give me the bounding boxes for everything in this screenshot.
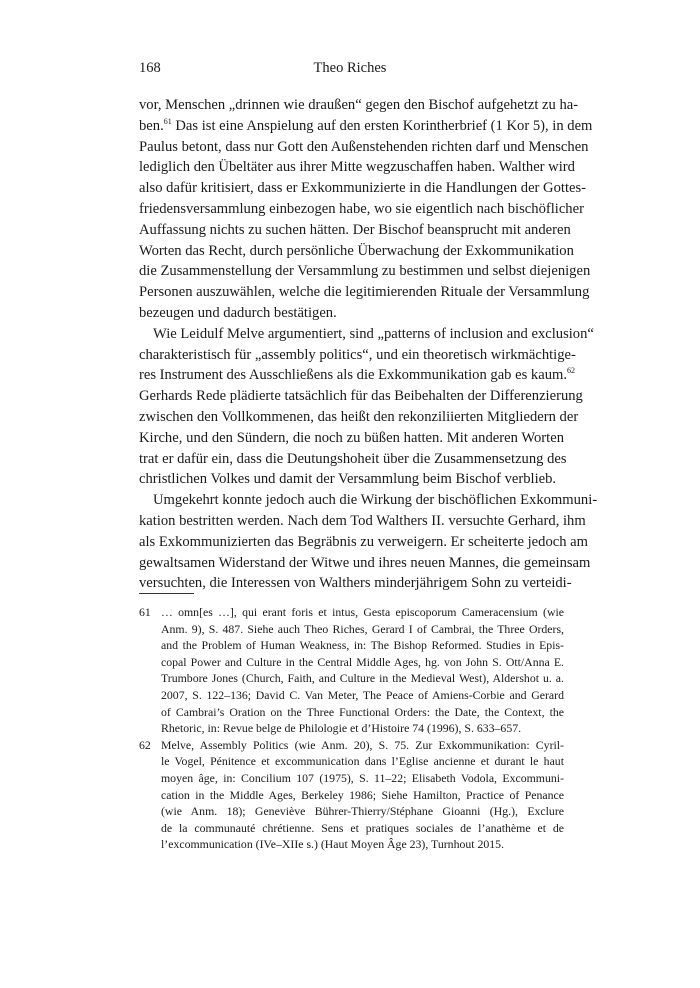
running-head: Theo Riches <box>313 60 387 76</box>
text-line: versuchten, die Interessen von Walthers minderjährigem Sohn zu verteidi- <box>139 575 572 592</box>
footnotes <box>139 604 564 853</box>
footnote-line: Melve, Assembly Politics (wie Anm. 20), S. 75. Zur Exkommunikation: Cyril- <box>161 737 564 752</box>
footnote-number: 61 <box>139 605 151 619</box>
footnote-line: cation in the Middle Ages, Berkeley 1986; Siehe Hamilton, Practice of Penance <box>161 787 564 802</box>
page-header <box>0 60 700 80</box>
text-line: Umgekehrt konnte jedoch auch die Wirkung der bischöflichen Exkommuni- <box>153 492 598 509</box>
text-line: bezeugen und dadurch bestätigen. <box>139 304 337 321</box>
footnote-line: l’excommunication (IVe–XIIe s.) (Haut Moyen Âge 23), Turnhout 2015. <box>161 837 505 852</box>
footnote-line: … omn[es …], qui erant foris et intus, Gesta episcoporum Cameracensium (wie <box>161 605 564 619</box>
text-line: ben.$^{61}$ Das ist eine Anspielung auf den ersten Korintherbrief (1 Kor 5), in dem <box>139 116 593 134</box>
footnote-line: Anm. 9), S. 487. Siehe auch Theo Riches, Gerard I of Cambrai, the Three Orders, <box>161 621 564 636</box>
text-line: Personen auszuwählen, welche die legitimierenden Rituale der Versammlung <box>139 284 590 301</box>
text-line: die Zusammenstellung der Versammlung zu bestimmen und selbst diejenigen <box>139 263 591 280</box>
text-line: zwischen den Vollkommenen, das heißt den rekonziliierten Mitgliedern der <box>139 408 579 425</box>
text-line: lediglich den Übeltäter aus ihrer Mitte wegzuschaffen haben. Walther wird <box>139 159 575 176</box>
footnote-ref-62[interactable]: 62 <box>567 366 576 376</box>
text-line: Worten das Recht, durch persönliche Überwachung der Exkommunikation <box>139 242 574 259</box>
footnote-line: Rhetoric, in: Revue belge de Philologie et d’Histoire 74 (1996), S. 633–657. <box>161 721 522 736</box>
footnote-line: de la communauté chrétienne. Sens et pratiques sociales de l’anathème et de <box>161 820 564 835</box>
text-line: Gerhards Rede plädierte tatsächlich für das Beibehalten der Differenzierung <box>139 388 583 405</box>
text-line: kation bestritten werden. Nach dem Tod Walthers II. versuchte Gerhard, ihm <box>139 512 586 529</box>
footnote-number: 62 <box>139 737 151 752</box>
footnote-line: 2007, S. 122–136; David C. Van Meter, The Peace of Amiens-Corbie and Gerard <box>161 687 564 702</box>
text-line: Paulus betont, dass nur Gott den Außenstehenden richten darf und Menschen <box>139 138 589 155</box>
text-line: als Exkommunizierten das Begräbnis zu verweigern. Er scheiterte jedoch am <box>139 533 589 550</box>
text-line: charakteristisch für „assembly politics“, und ein theoretisch wirkmächtige- <box>139 346 576 363</box>
footnote-separator <box>139 593 194 594</box>
footnote-line: (wie Anm. 18); Geneviève Bührer-Thierry/Stéphane Gioanni (Hg.), Exclure <box>161 804 564 819</box>
footnote-61 <box>139 604 564 737</box>
footnote-ref-61[interactable]: 61 <box>163 116 172 126</box>
footnote-line: moyen âge, in: Concilium 107 (1975), S. 11–22; Elisabeth Vodola, Excommuni- <box>161 770 564 785</box>
footnote-text <box>161 737 564 853</box>
text-line: trat er dafür ein, dass die Deutungshoheit über die Zusammensetzung des <box>139 450 567 467</box>
footnote-text <box>161 604 564 737</box>
main-text <box>139 95 598 594</box>
text-line: gewaltsamen Widerstand der Witwe und ihres neuen Mannes, die gemeinsam <box>139 554 591 571</box>
footnote-62 <box>139 737 564 853</box>
text-line: res Instrument des Ausschließens als die Exkommunikation gab es kaum.$^{62}$ <box>139 366 576 384</box>
text-line: friedensversammlung einbezogen habe, wo sie eigentlich nach bischöflicher <box>139 200 584 217</box>
footnote-line: copal Power and Culture in the Central Middle Ages, hg. von John S. Ott/Anna E. <box>161 654 564 669</box>
text-line: vor, Menschen „drinnen wie draußen“ gegen den Bischof aufgehetzt zu ha- <box>139 97 579 113</box>
footnote-line: le Vogel, Pénitence et excommunication dans l’Eglise ancienne et durant le haut <box>161 754 564 769</box>
text-line: Wie Leidulf Melve argumentiert, sind „patterns of inclusion and exclusion“ <box>153 325 594 342</box>
footnote-line: Trumbore Jones (Church, Faith, and Culture in the Medieval West), Aldershot u. a. <box>161 671 564 686</box>
text-line: christlichen Volkes und damit der Versammlung beim Bischof verblieb. <box>139 471 557 488</box>
text-line: Kirche, und den Sündern, die noch zu büßen hatten. Mit anderen Worten <box>139 429 564 446</box>
text-line: also dafür kritisiert, dass er Exkommunizierte in die Handlungen der Gottes- <box>139 180 587 197</box>
footnote-line: of Cambrai’s Oration on the Three Functional Orders: the Date, the Context, the <box>161 704 564 719</box>
page-number: 168 <box>139 60 161 76</box>
text-line: Auffassung nichts zu suchen hätten. Der Bischof beansprucht mit anderen <box>139 221 571 238</box>
footnote-line: and the Problem of Human Weakness, in: The Bishop Reformed. Studies in Epis- <box>161 638 564 653</box>
